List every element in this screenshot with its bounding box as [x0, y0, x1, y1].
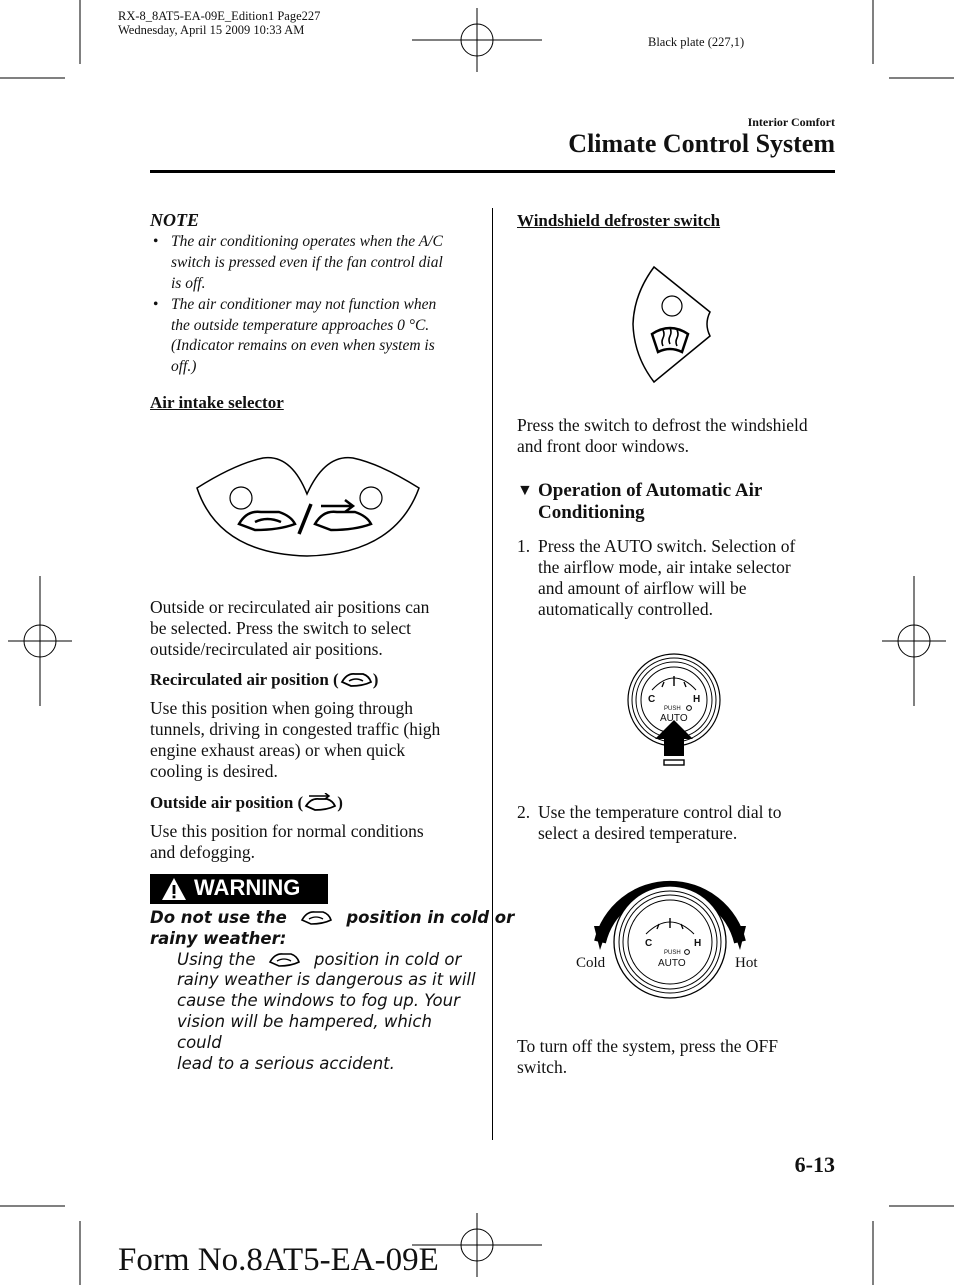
warning-detail-line: rainy weather is dangerous as it will [177, 970, 476, 990]
step-number: 2. [517, 802, 531, 822]
text-line: Use this position when going through [150, 698, 413, 718]
recirculated-air-icon [339, 670, 373, 688]
dial-cold-letter: C [645, 938, 653, 949]
dial-push-label: PUSH [664, 950, 681, 956]
text-line: cooling is desired. [150, 761, 278, 781]
print-job-file: RX-8_8AT5-EA-09E_Edition1 Page227 [118, 9, 321, 23]
text-line: and front door windows. [517, 436, 690, 456]
text-segment: Do not use the [150, 908, 287, 927]
note-list [150, 232, 480, 379]
temperature-dial-illustration [570, 868, 770, 1002]
step-number: 1. [517, 536, 531, 556]
defroster-heading: Windshield defroster switch [517, 211, 721, 230]
note-line: the outside temperature approaches 0 °C. [171, 316, 430, 334]
warning-text [150, 908, 515, 1074]
note-line: off.) [171, 358, 197, 376]
heading-text: ) [337, 793, 343, 812]
warning-detail-line [177, 950, 480, 971]
text-line: Use the temperature control dial to [538, 802, 782, 822]
text-line: and defogging. [150, 842, 255, 862]
warning-detail-line: cause the windows to fog up. Your [177, 991, 460, 1011]
note-item [150, 232, 480, 294]
text-line: be selected. Press the switch to select [150, 618, 411, 638]
temperature-arc [570, 868, 770, 1002]
heading-text: Outside air position ( [150, 793, 304, 812]
auto-dial-illustration [626, 652, 722, 768]
defroster-switch-illustration [630, 264, 712, 384]
print-job-info [118, 9, 320, 37]
text-segment: Using the [177, 949, 256, 969]
dial-hot-letter: H [693, 694, 701, 705]
note-line: is off. [171, 274, 206, 292]
air-intake-heading: Air intake selector [150, 393, 284, 412]
text-line: tunnels, driving in congested traffic (high [150, 719, 441, 739]
text-line: and amount of airflow will be [538, 578, 747, 598]
note-heading: NOTE [150, 210, 199, 230]
outside-air-icon [303, 793, 337, 811]
column-separator [492, 208, 493, 1140]
page-number: 6-13 [794, 1152, 835, 1177]
off-instructions [517, 1036, 837, 1078]
warning-banner [150, 874, 328, 904]
auto-ac-heading [517, 480, 837, 524]
dial-cold-letter: C [648, 694, 656, 705]
warning-detail-line: lead to a serious accident. [177, 1053, 395, 1073]
text-line: Use this position for normal conditions [150, 821, 424, 841]
dial-auto-label: AUTO [658, 958, 686, 969]
print-plate: Black plate (227,1) [648, 35, 745, 49]
hot-label: Hot [735, 955, 758, 971]
warning-label: WARNING [194, 875, 301, 900]
note-line: switch is pressed even if the fan control dial [171, 253, 443, 271]
page-title: Climate Control System [568, 129, 835, 158]
text-line: Outside or recirculated air positions can [150, 597, 430, 617]
bullet: • [153, 295, 159, 313]
note-line: (Indicator remains on even when system is [171, 337, 435, 355]
air-intake-switch-illustration [195, 454, 421, 558]
header-rule [150, 170, 835, 173]
heading-text: ) [372, 670, 379, 689]
text-line: Press the switch to defrost the windshield [517, 415, 808, 435]
air-intake-description [150, 597, 480, 660]
note-line: The air conditioning operates when the A/C [171, 233, 443, 250]
text-line: the airflow mode, air intake selector [538, 557, 791, 577]
section-label: Interior Comfort [747, 115, 835, 129]
text-line: automatically controlled. [538, 599, 713, 619]
text-line: To turn off the system, press the OFF [517, 1036, 778, 1056]
outside-air-heading [150, 793, 343, 813]
note-line: The air conditioner may not function when [171, 295, 437, 313]
cold-label: Cold [576, 955, 606, 971]
text-line: select a desired temperature. [538, 823, 738, 843]
warning-detail [150, 950, 480, 1075]
warning-triangle-icon [161, 877, 187, 901]
text-segment: position in cold or [314, 949, 462, 969]
text-line: engine exhaust areas) or when quick [150, 740, 406, 760]
defroster-description [517, 415, 837, 457]
print-job-date: Wednesday, April 15 2009 10:33 AM [118, 23, 305, 37]
heading-line: Operation of Automatic Air [538, 480, 763, 501]
form-number: Form No.8AT5-EA-09E [118, 1242, 439, 1278]
text-line: switch. [517, 1057, 568, 1077]
bullet: • [153, 233, 159, 250]
warning-lead [150, 908, 515, 929]
warning-lead-line: rainy weather: [150, 928, 287, 948]
note-item [150, 295, 480, 378]
recirculated-air-heading [150, 670, 378, 690]
heading-line: Conditioning [538, 502, 645, 523]
text-segment: position in cold or [346, 908, 515, 927]
heading-text: Recirculated air position ( [150, 670, 339, 689]
recirculated-air-icon [267, 950, 303, 968]
recirculated-air-description [150, 698, 480, 782]
recirculated-air-icon [299, 908, 335, 926]
text-line: Press the AUTO switch. Selection of [538, 536, 796, 556]
triangle-marker-icon: ▼ [517, 482, 533, 499]
warning-detail-line: vision will be hampered, which could [177, 1011, 432, 1052]
outside-air-description [150, 821, 480, 863]
text-line: outside/recirculated air positions. [150, 639, 383, 659]
dial-hot-letter: H [694, 938, 702, 949]
dial-auto-label: AUTO [660, 713, 688, 724]
dial-push-label: PUSH [664, 706, 681, 712]
